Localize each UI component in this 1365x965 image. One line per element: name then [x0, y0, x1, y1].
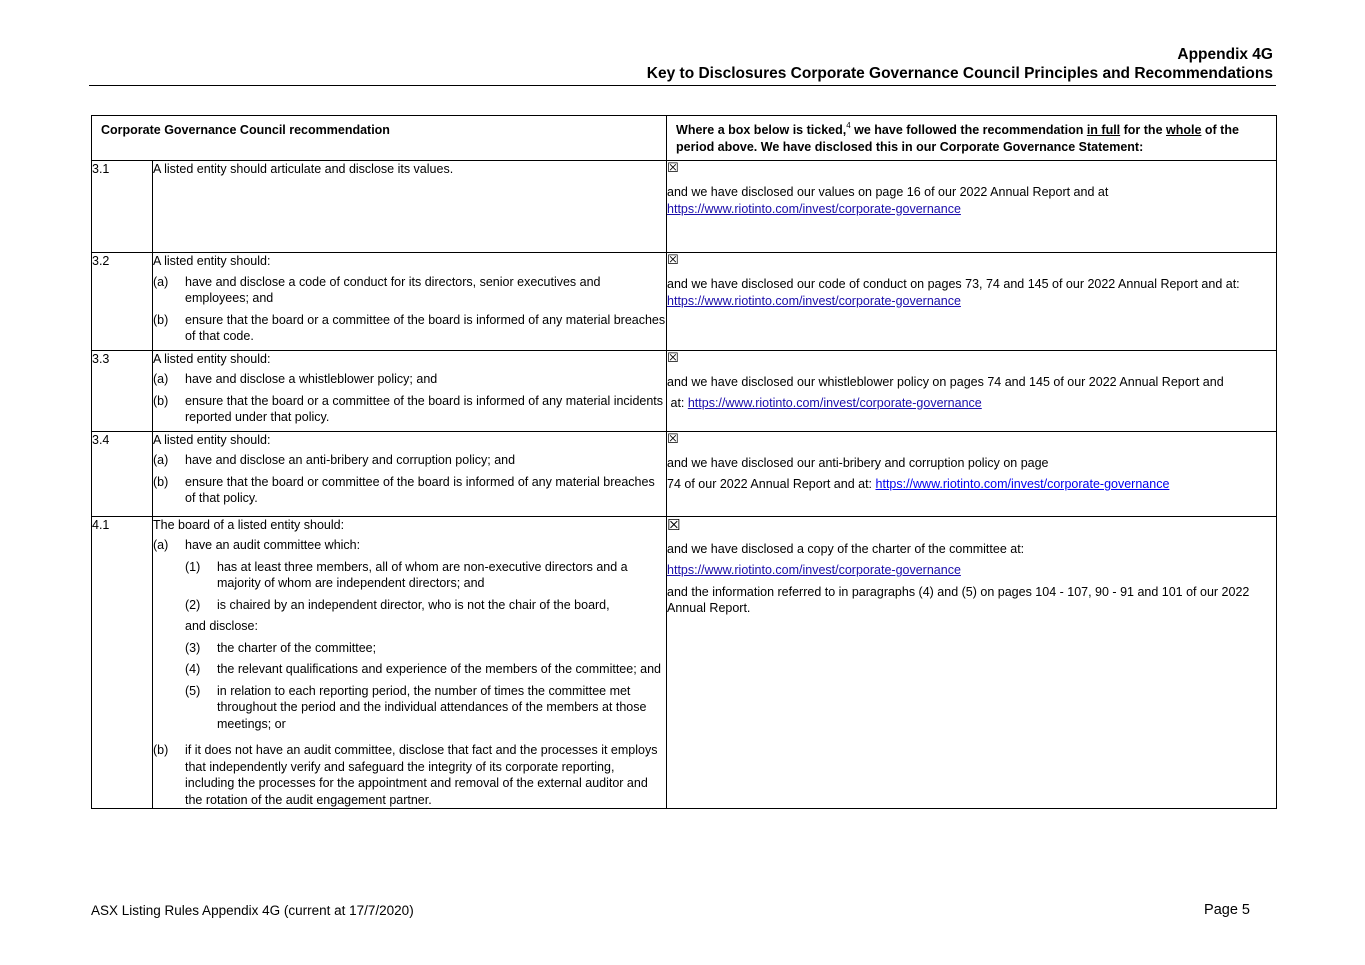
table-header-row: [92, 116, 1277, 161]
disclosure-text: and we have disclosed our anti-bribery and corruption policy on page: [667, 455, 1049, 470]
recommendation-number: 3.1: [92, 161, 153, 253]
list-item: (2) is chaired by an independent director, who is not the chair of the board,: [185, 597, 610, 612]
disclosure-cell: ☒ and we have disclosed our anti-bribery and corruption policy on page 74 of our 2022 Annual Report and at: https://www.riotinto.com/invest/corporate-governance: [667, 431, 1277, 516]
table-row: [92, 431, 1277, 516]
disclosure-cell: [667, 516, 1277, 809]
document-header: [647, 46, 1273, 83]
governance-link[interactable]: https://www.riotinto.com/invest/corporate-governance: [687, 396, 982, 410]
ticked-checkbox[interactable]: ☒: [667, 253, 679, 268]
list-item: (3) the charter of the committee;: [185, 640, 377, 655]
appendix-title: Appendix 4G: [1177, 46, 1273, 63]
header-divider: [89, 85, 1276, 86]
disclosure-text: and we have disclosed our values on page 16 of our 2022 Annual Report and at: [667, 185, 1109, 199]
list-item: (a) have and disclose a code of conduct for its directors, senior executives and employees; and: [153, 274, 601, 305]
list-item: (a) have and disclose an anti-bribery and corruption policy; and: [153, 453, 516, 467]
governance-link[interactable]: https://www.riotinto.com/invest/corporate-governance: [667, 563, 961, 577]
document-subtitle: Key to Disclosures Corporate Governance Council Principles and Recommendations: [646, 64, 1273, 82]
recommendation-number: 4.1: [92, 516, 153, 809]
disclosure-column-header: Where a box below is ticked,$^4$ we have followed the recommendation in full for the whole of the period above. We have disclosed this in our Corporate Governance Statement:: [667, 116, 1277, 161]
recommendation-text: A listed entity should: (a) have and disclose a code of conduct for its directors, senior executives and employees; and (b) ensure that the board or a committee of the board is informed of any material breaches of that code.: [153, 253, 667, 351]
list-item: (b) ensure that the board or a committee of the board is informed of any material incidents reported under that policy.: [153, 393, 664, 424]
recommendation-text: A listed entity should: (a) have and disclose a whistleblower policy; and (b) ensure that the board or a committee of the board is informed of any material incidents reported under that policy.: [153, 350, 667, 431]
footer-source: ASX Listing Rules Appendix 4G (current at 17/7/2020): [91, 903, 414, 918]
disclosure-text: and we have disclosed a copy of the charter of the committee at:: [667, 541, 1025, 556]
recommendation-number: 3.2: [92, 253, 153, 351]
disclosure-text: and the information referred to in paragraphs (4) and (5) on pages 104 - 107, 90 - 91 and 101 of our 2022 Annual Report.: [667, 584, 1250, 615]
list-item: (4) the relevant qualifications and experience of the members of the committee; and: [185, 662, 662, 676]
recommendations-table: [91, 115, 1277, 809]
list-item: (b) ensure that the board or committee of the board is informed of any material breaches of that policy.: [153, 474, 655, 505]
list-item: (1) has at least three members, all of whom are non-executive directors and a majority of whom are independent directors; and: [185, 559, 628, 590]
list-item: (5) in relation to each reporting period, the number of times the committee met throughout the period and the individual attendances of the members at those meetings; or: [185, 683, 647, 731]
page-number: Page 5: [1204, 902, 1250, 918]
governance-link[interactable]: https://www.riotinto.com/invest/corporate-governance: [667, 201, 961, 216]
ticked-checkbox[interactable]: ☒: [667, 515, 681, 534]
footnote-marker[interactable]: 4: [846, 121, 851, 130]
list-item: (b) if it does not have an audit committee, disclose that fact and the processes it employs that independently verify and safeguard the integrity of its corporate reporting, including the processes for the appointment and removal of the external auditor and the rotation of the audit engagement partner.: [153, 743, 658, 807]
list-item: (a) have and disclose a whistleblower policy; and: [153, 372, 438, 386]
recommendation-text: A listed entity should: (a) have and disclose an anti-bribery and corruption policy; and (b) ensure that the board or committee of the board is informed of any material breaches of that policy.: [153, 431, 667, 516]
ticked-checkbox[interactable]: ☒: [667, 350, 679, 366]
governance-link[interactable]: https://www.riotinto.com/invest/corporate-governance: [875, 477, 1170, 491]
recommendation-text: A listed entity should articulate and disclose its values.: [153, 161, 667, 253]
table-row: [92, 516, 1277, 809]
disclosure-text: and we have disclosed our code of conduct on pages 73, 74 and 145 of our 2022 Annual Report and at:: [667, 277, 1240, 291]
disclosure-cell: ☒ and we have disclosed our whistleblower policy on pages 74 and 145 of our 2022 Annual Report and at: https://www.riotinto.com/invest/corporate-governance: [667, 350, 1277, 431]
disclosure-cell: [667, 161, 1277, 253]
recommendation-column-header: Corporate Governance Council recommendation: [92, 116, 667, 161]
disclosure-text: and we have disclosed our whistleblower policy on pages 74 and 145 of our 2022 Annual Report and: [667, 374, 1224, 389]
recommendation-number: 3.4: [92, 431, 153, 516]
ticked-checkbox[interactable]: ☒: [667, 431, 679, 447]
list-item: (b) ensure that the board or a committee of the board is informed of any material breaches of that code.: [153, 312, 666, 343]
ticked-checkbox[interactable]: ☒: [667, 161, 679, 176]
recommendation-text: The board of a listed entity should: (a) have an audit committee which: (1) has at least three members, all of whom are non-executive directors and a majority of whom are independent directors; and (2) is chaired by an independent director, who is not the chair of the board, and disclose: (3) the charter of the committee; (4) the relevant qualifications and experience of the members of the committee; and (5) in relation to each reporting period, the number of times the committee met throughout the period and the individual attendances of the members at those meetings; or (b) if it does not have an audit committee, disclose that fact and the processes it employs that independently verify and safeguard the integrity of its corporate reporting, including the processes for the appointment and removal of the external auditor and the rotation of the audit engagement partner.: [153, 516, 667, 809]
table-row: [92, 253, 1277, 351]
recommendation-number: 3.3: [92, 350, 153, 431]
table-row: [92, 350, 1277, 431]
governance-link[interactable]: https://www.riotinto.com/invest/corporate-governance: [667, 293, 961, 308]
disclosure-cell: [667, 253, 1277, 351]
table-row: [92, 161, 1277, 253]
list-item: (a) have an audit committee which: (1) has at least three members, all of whom are non-executive directors and a majority of whom are independent directors; and (2) is chaired by an independent director, who is not the chair of the board, and disclose: (3) the charter of the committee; (4) the relevant qualifications and experience of the members of the committee; and (5) in relation to each reporting period, the number of times the committee met throughout the period and the individual attendances of the members at those meetings; or: [153, 537, 666, 737]
